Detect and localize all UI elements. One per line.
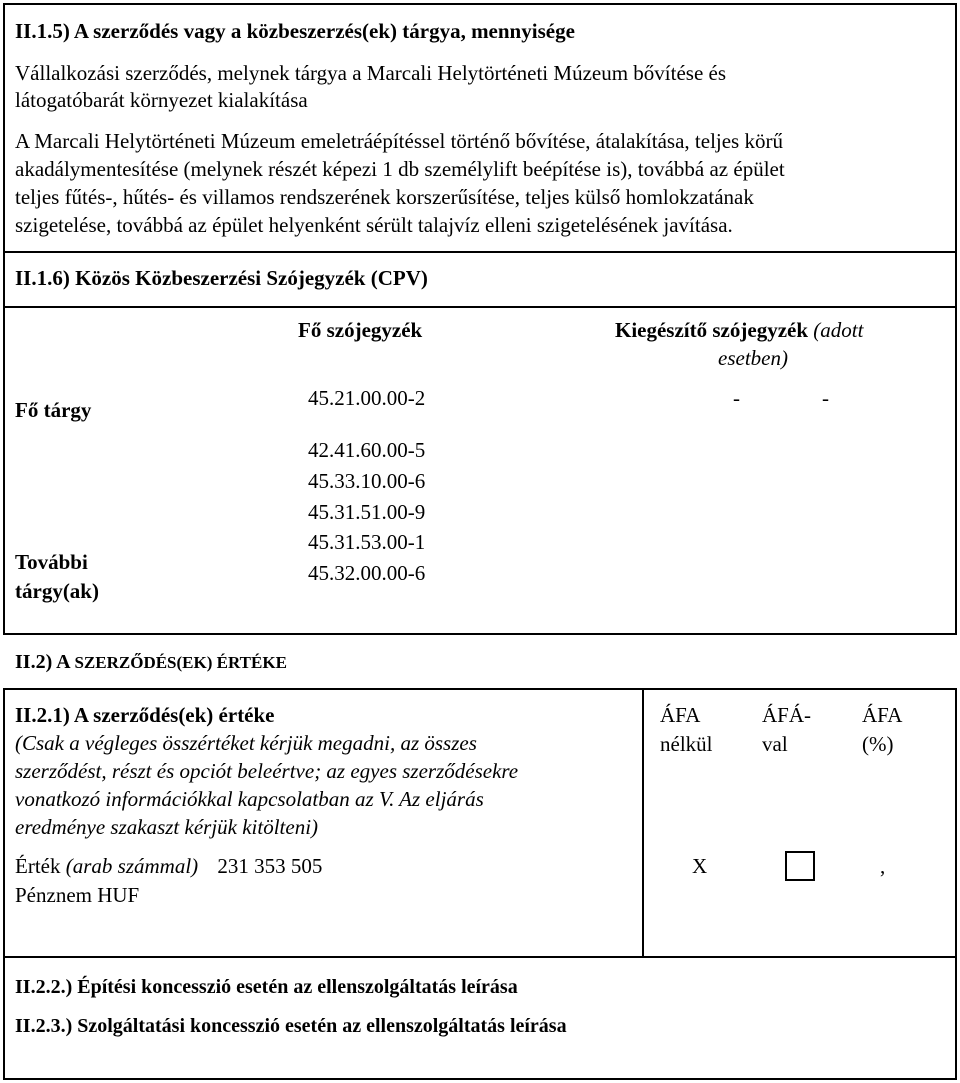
value-amount: 231 353 505 bbox=[217, 854, 323, 878]
cpv-main-header: Fő szójegyzék bbox=[298, 318, 423, 342]
contract-subject-line-2: látogatóbarát környezet kialakítása bbox=[15, 88, 308, 112]
col-afaval-1: ÁFÁ- bbox=[762, 703, 812, 727]
section-2-heading-small: SZERZŐDÉS(EK) ÉRTÉKE bbox=[74, 653, 287, 672]
description-line-4: szigetelése, továbbá az épület helyenként sérült talajvíz elleni szigetelésének javítása. bbox=[15, 213, 733, 237]
value-label: Érték bbox=[15, 854, 61, 878]
cpv-other-code: 45.31.53.00-1 bbox=[308, 530, 426, 554]
cpv-supp-header-italic-2: esetben) bbox=[718, 346, 788, 370]
value-note-line-3: vonatkozó információkkal kapcsolatban az V. Az eljárás bbox=[15, 787, 484, 811]
section-1-6-title: II.1.6) Közös Közbeszerzési Szójegyzék (CPV) bbox=[15, 266, 428, 290]
value-note-line-1: (Csak a végleges összértéket kérjük megadni, az összes bbox=[15, 731, 477, 755]
divider bbox=[3, 306, 957, 308]
cpv-supp-dash-1: - bbox=[733, 386, 740, 410]
value-note-line-4: eredménye szakaszt kérjük kitölteni) bbox=[15, 815, 319, 839]
description-line-3: teljes fűtés-, hűtés- és villamos rendszerének korszerűsítése, teljes külső homlokzatának bbox=[15, 185, 754, 209]
cpv-supp-header-italic: (adott bbox=[813, 318, 864, 342]
col-afaval-2: val bbox=[762, 732, 788, 756]
section-2-2-title: II.2.2.) Építési koncesszió esetén az ellenszolgáltatás leírása bbox=[15, 976, 518, 998]
cpv-other-code: 45.33.10.00-6 bbox=[308, 469, 426, 493]
cpv-other-code: 45.31.51.00-9 bbox=[308, 500, 426, 524]
divider bbox=[3, 251, 957, 253]
col-afa-nelkul-1: ÁFA bbox=[660, 703, 701, 727]
section-2-1-title: II.2.1) A szerződés(ek) értéke bbox=[15, 703, 275, 727]
description-line-2: akadálymentesítése (melynek részét képezi 1 db személylift beépítése is), továbbá az épület bbox=[15, 157, 785, 181]
section-2-heading bbox=[15, 650, 287, 674]
cpv-supp-header-bold: Kiegészítő szójegyzék bbox=[615, 318, 809, 342]
cpv-other-code: 42.41.60.00-5 bbox=[308, 438, 426, 462]
section-2-3-title: II.2.3.) Szolgáltatási koncesszió esetén az ellenszolgáltatás leírása bbox=[15, 1015, 567, 1037]
section-1-5-title: II.1.5) A szerződés vagy a közbeszerzés(ek) tárgya, mennyisége bbox=[15, 19, 575, 43]
column-divider bbox=[642, 688, 644, 958]
description-line-1: A Marcali Helytörténeti Múzeum emeletráépítéssel történő bővítése, átalakítása, teljes körű bbox=[15, 129, 783, 153]
row-main-label: Fő tárgy bbox=[15, 398, 92, 422]
row-other-label-1: További bbox=[15, 550, 88, 574]
afaval-checkbox[interactable] bbox=[785, 851, 815, 881]
value-label-italic: (arab számmal) bbox=[65, 854, 199, 878]
cpv-supp-dash-2: - bbox=[822, 386, 829, 410]
row-other-label-2: tárgy(ak) bbox=[15, 579, 99, 603]
section-2-heading-prefix: II.2) A bbox=[15, 651, 75, 673]
cpv-other-code: 45.32.00.00-6 bbox=[308, 561, 426, 585]
afa-nelkul-mark: X bbox=[692, 854, 708, 878]
col-afa-nelkul-2: nélkül bbox=[660, 732, 713, 756]
currency-label: Pénznem HUF bbox=[15, 883, 140, 907]
col-afa-pct-2: (%) bbox=[862, 732, 894, 756]
contract-subject-line-1: Vállalkozási szerződés, melynek tárgya a Marcali Helytörténeti Múzeum bővítése és bbox=[15, 61, 727, 85]
col-afa-pct-1: ÁFA bbox=[862, 703, 903, 727]
cpv-main-code: 45.21.00.00-2 bbox=[308, 386, 426, 410]
cpv-supp-header bbox=[615, 318, 863, 343]
afa-pct-value: , bbox=[880, 854, 886, 878]
value-row bbox=[15, 854, 322, 879]
value-note-line-2: szerződést, részt és opciót beleértve; az egyes szerződésekre bbox=[15, 759, 519, 783]
